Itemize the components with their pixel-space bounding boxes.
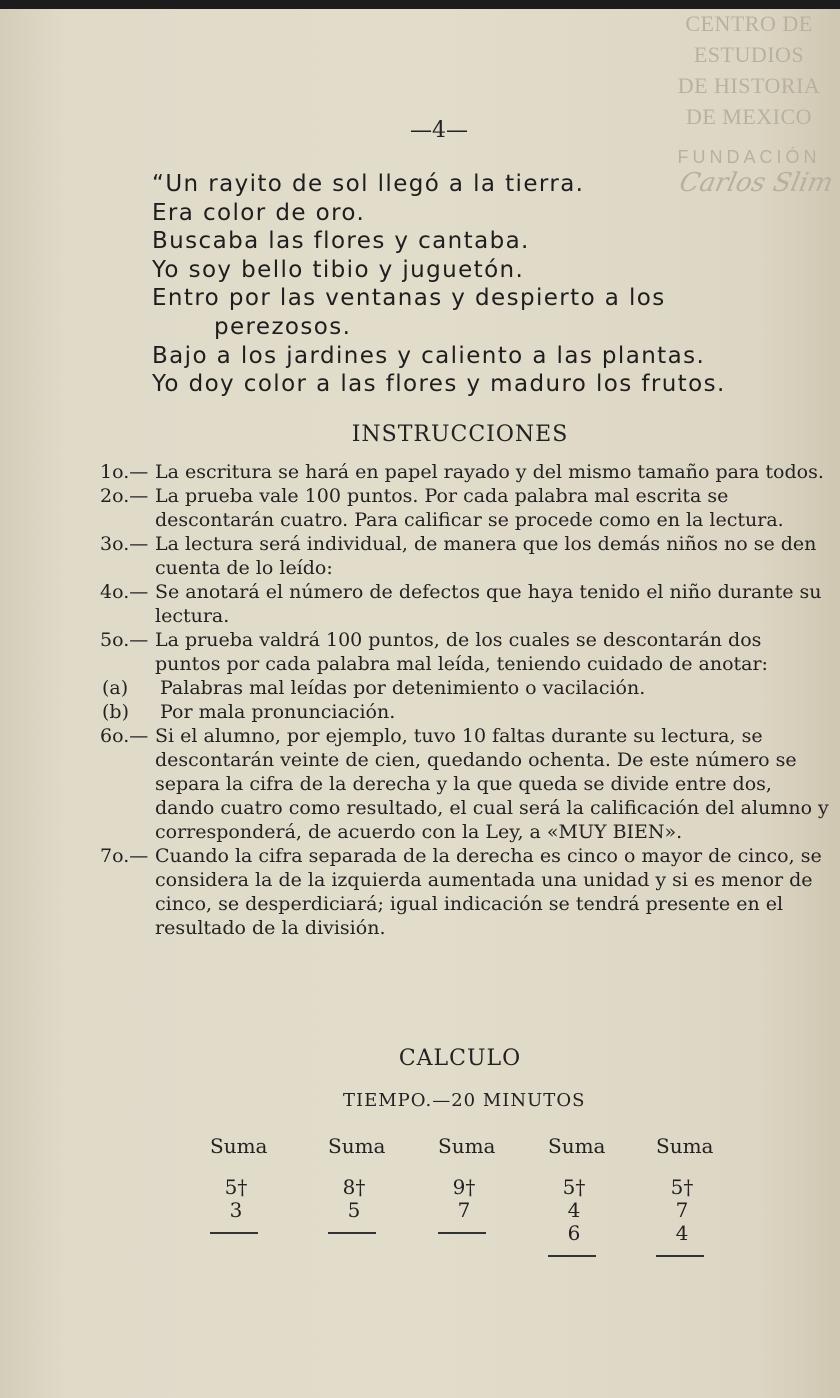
- instruction-subitem: [100, 676, 830, 700]
- addition-problem: [656, 1134, 736, 1257]
- watermark-line: CENTRO DE: [685, 11, 813, 36]
- instruction-item: [100, 844, 830, 940]
- sum-number: 9†: [452, 1175, 476, 1199]
- poem-line: perezosos.: [214, 313, 352, 340]
- instruction-number: 1o.—: [100, 461, 149, 483]
- calculo-heading: CALCULO: [398, 1046, 522, 1071]
- sum-label: Suma: [548, 1134, 606, 1158]
- instruction-number: 3o.—: [100, 533, 149, 555]
- sum-rule: [656, 1255, 704, 1257]
- sum-number: 5†: [670, 1175, 694, 1199]
- sum-label: Suma: [210, 1134, 268, 1158]
- sum-number: 7: [457, 1198, 471, 1222]
- poem-line: Entro por las ventanas y despierto a los: [152, 285, 666, 312]
- instruction-item: [100, 628, 830, 676]
- instruction-letter: (a): [102, 677, 129, 699]
- instruction-item: [100, 724, 830, 844]
- watermark-fundacion: FUNDACIÓN: [677, 147, 821, 167]
- sum-number: 4: [567, 1198, 581, 1222]
- poem-line: Bajo a los jardines y caliento a las plantas.: [152, 342, 706, 369]
- instruction-text: Cuando la cifra separada de la derecha es cinco o mayor de cinco, se considera la de la izquierda aumentada una unidad y si es menor de cinco, se desperdiciará; igual indicación se tendrá presente en el resultado de la división.: [155, 845, 822, 939]
- instruction-number: 4o.—: [100, 581, 149, 603]
- instruction-text: Si el alumno, por ejemplo, tuvo 10 faltas durante su lectura, se descontarán veinte de cien, quedando ochenta. De este número se separa la cifra de la derecha y la que queda se divide entre dos, dando cuatro como resultado, el cual será la calificación del alumno y corresponderá, de acuerdo con la Ley, a «MUY BIEN».: [155, 725, 829, 843]
- addition-problem: [210, 1134, 290, 1234]
- sum-rule: [328, 1232, 376, 1234]
- instruction-number: 5o.—: [100, 629, 149, 651]
- poem-line: Yo soy bello tibio y juguetón.: [152, 256, 525, 283]
- sum-number: 7: [675, 1198, 689, 1222]
- sum-label: Suma: [438, 1134, 496, 1158]
- instruction-text: La lectura será individual, de manera que los demás niños no se den cuenta de lo leído:: [155, 533, 817, 579]
- poem-line: Yo doy color a las flores y maduro los frutos.: [152, 371, 726, 398]
- sum-rule: [438, 1232, 486, 1234]
- instruction-item: [100, 460, 830, 484]
- addition-problem: [328, 1134, 408, 1234]
- instruction-text: La prueba vale 100 puntos. Por cada palabra mal escrita se descontarán cuatro. Para calificar se procede como en la lectura.: [155, 485, 784, 531]
- watermark-line: DE HISTORIA: [677, 73, 821, 98]
- page-number: —4—: [410, 118, 468, 143]
- archive-watermark: [664, 8, 834, 173]
- sum-number: 5: [347, 1198, 361, 1222]
- instruction-item: [100, 580, 830, 628]
- instruction-item: [100, 532, 830, 580]
- addition-problem: [548, 1134, 628, 1257]
- sum-number: 5†: [224, 1175, 248, 1199]
- instruction-number: 6o.—: [100, 725, 149, 747]
- poem-line: Era color de oro.: [152, 199, 366, 226]
- instruction-text: La prueba valdrá 100 puntos, de los cuales se descontarán dos puntos por cada palabra mal leída, teniendo cuidado de anotar:: [155, 629, 768, 675]
- instruction-subitem: [100, 700, 830, 724]
- sum-label: Suma: [328, 1134, 386, 1158]
- poem-line: “Un rayito de sol llegó a la tierra.: [152, 171, 585, 197]
- watermark-line: ESTUDIOS: [693, 42, 805, 67]
- watermark-signature: Carlos Slim: [676, 168, 836, 198]
- time-limit: TIEMPO.—20 MINUTOS: [343, 1090, 586, 1111]
- instructions-heading: INSTRUCCIONES: [351, 422, 569, 447]
- sum-number: 5†: [562, 1175, 586, 1199]
- instruction-text: La escritura se hará en papel rayado y del mismo tamaño para todos.: [155, 461, 824, 483]
- instruction-text: Palabras mal leídas por detenimiento o vacilación.: [160, 677, 646, 699]
- addition-problem: [438, 1134, 518, 1234]
- instruction-text: Por mala pronunciación.: [160, 701, 396, 723]
- poem-line: Buscaba las flores y cantaba.: [152, 228, 530, 255]
- instruction-number: 2o.—: [100, 485, 149, 507]
- sum-number: 6: [567, 1221, 581, 1245]
- instruction-number: 7o.—: [100, 845, 149, 867]
- sum-label: Suma: [656, 1134, 714, 1158]
- sum-rule: [548, 1255, 596, 1257]
- instruction-letter: (b): [102, 701, 129, 723]
- watermark-line: DE MEXICO: [685, 104, 813, 129]
- instruction-item: [100, 484, 830, 532]
- sum-number: 3: [229, 1198, 243, 1222]
- sum-number: 8†: [342, 1175, 366, 1199]
- sum-number: 4: [675, 1221, 689, 1245]
- instruction-text: Se anotará el número de defectos que haya tenido el niño durante su lectura.: [155, 581, 822, 627]
- reading-text: [152, 170, 840, 399]
- sum-rule: [210, 1232, 258, 1234]
- instructions-list: [100, 460, 830, 940]
